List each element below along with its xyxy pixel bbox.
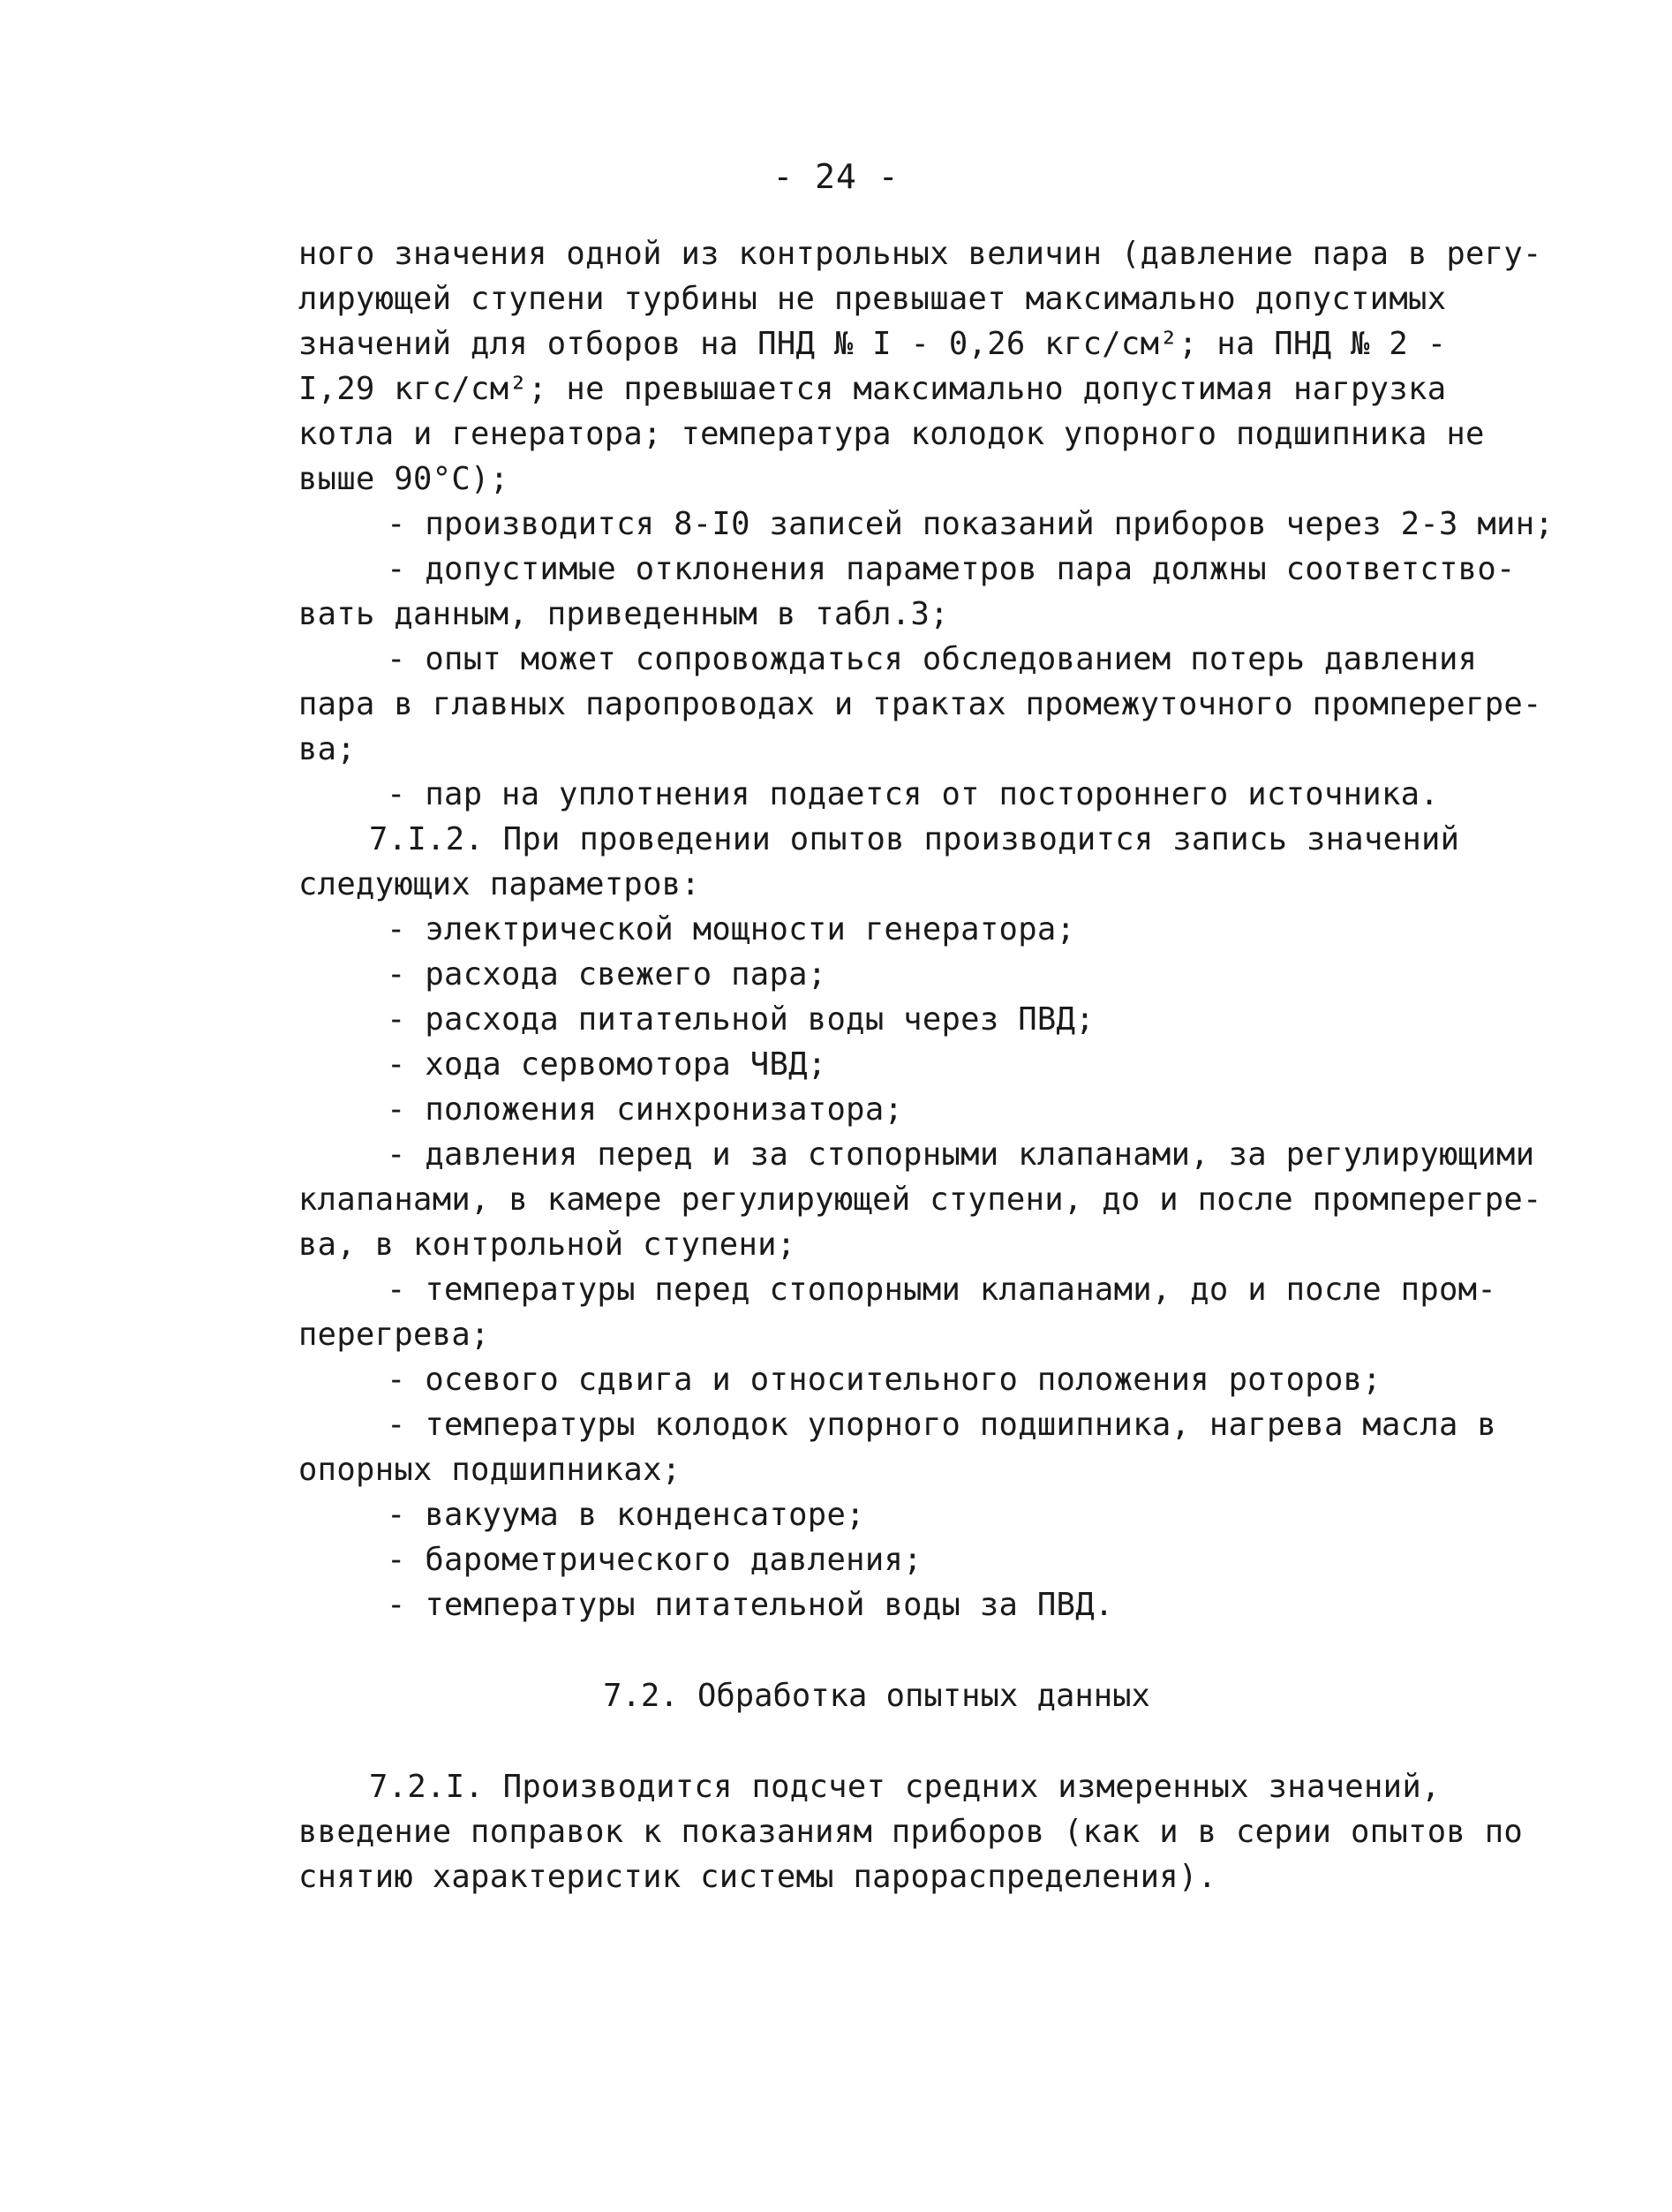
text-line: - положения синхронизатора; [387,1091,904,1128]
text-line: - расхода свежего пара; [387,956,827,993]
text-line: - расхода питательной воды через ПВД; [387,1001,1095,1038]
text-line: ва; [298,731,357,767]
text-line: значений для отборов на ПНД № I - 0,26 кгс/см²; на ПНД № 2 - [298,326,1447,362]
page-number: - 24 - [772,157,900,196]
text-line: клапанами, в камере регулирующей ступени, до и после промперегре- [298,1181,1542,1218]
text-line: снятию характеристик системы парораспределения). [298,1859,1217,1895]
text-line: выше 90°С); [298,461,509,497]
text-line: - температуры перед стопорными клапанами, до и после пром- [387,1272,1497,1308]
text-line: перегрева; [298,1317,490,1353]
text-line: - электрической мощности генератора; [387,911,1076,947]
text-line: - температуры питательной воды за ПВД. [387,1587,1114,1623]
text-line: вать данным, приведенным в табл.3; [298,596,949,632]
text-line: - производится 8-I0 записей показаний приборов через 2-3 мин; [387,506,1555,542]
text-line: - давления перед и за стопорными клапанами, за регулирующими [387,1136,1535,1173]
text-line: - вакуума в конденсаторе; [387,1497,865,1533]
text-line: - пар на уплотнения подается от постороннего источника. [387,776,1440,812]
text-line: лирующей ступени турбины не превышает максимально допустимых [298,281,1447,317]
text-line: ва, в контрольной ступени; [298,1227,796,1263]
text-line: - барометрического давления; [387,1542,923,1578]
document-body [298,231,1555,1899]
text-line: котла и генератора; температура колодок упорного подшипника не [298,416,1485,452]
section-text [298,1764,1524,1899]
section-heading: 7.2. Обработка опытных данных [603,1678,1150,1714]
text-line: следующих параметров: [298,866,701,902]
text-line: - опыт может сопровождаться обследованием потерь давления [387,641,1478,677]
text-line: 7.2.I. Производится подсчет средних измеренных значений, [369,1769,1441,1805]
text-line: ного значения одной из контрольных величин (давление пара в регу- [298,236,1542,272]
text-line: - допустимые отклонения параметров пара должны соответство- [387,551,1516,587]
text-line: введение поправок к показаниям приборов (как и в серии опытов по [298,1814,1524,1850]
text-line: - осевого сдвига и относительного положения роторов; [387,1362,1382,1398]
text-line: пара в главных паропроводах и трактах промежуточного промперегре- [298,686,1542,722]
body-text [298,231,1555,1627]
text-line: 7.I.2. При проведении опытов производится запись значений [369,821,1460,857]
text-line: - температуры колодок упорного подшипника, нагрева масла в [387,1407,1497,1443]
text-line: - хода сервомотора ЧВД; [387,1046,827,1083]
text-line: I,29 кгс/см²; не превышается максимально допустимая нагрузка [298,371,1447,407]
text-line: опорных подшипниках; [298,1452,682,1488]
